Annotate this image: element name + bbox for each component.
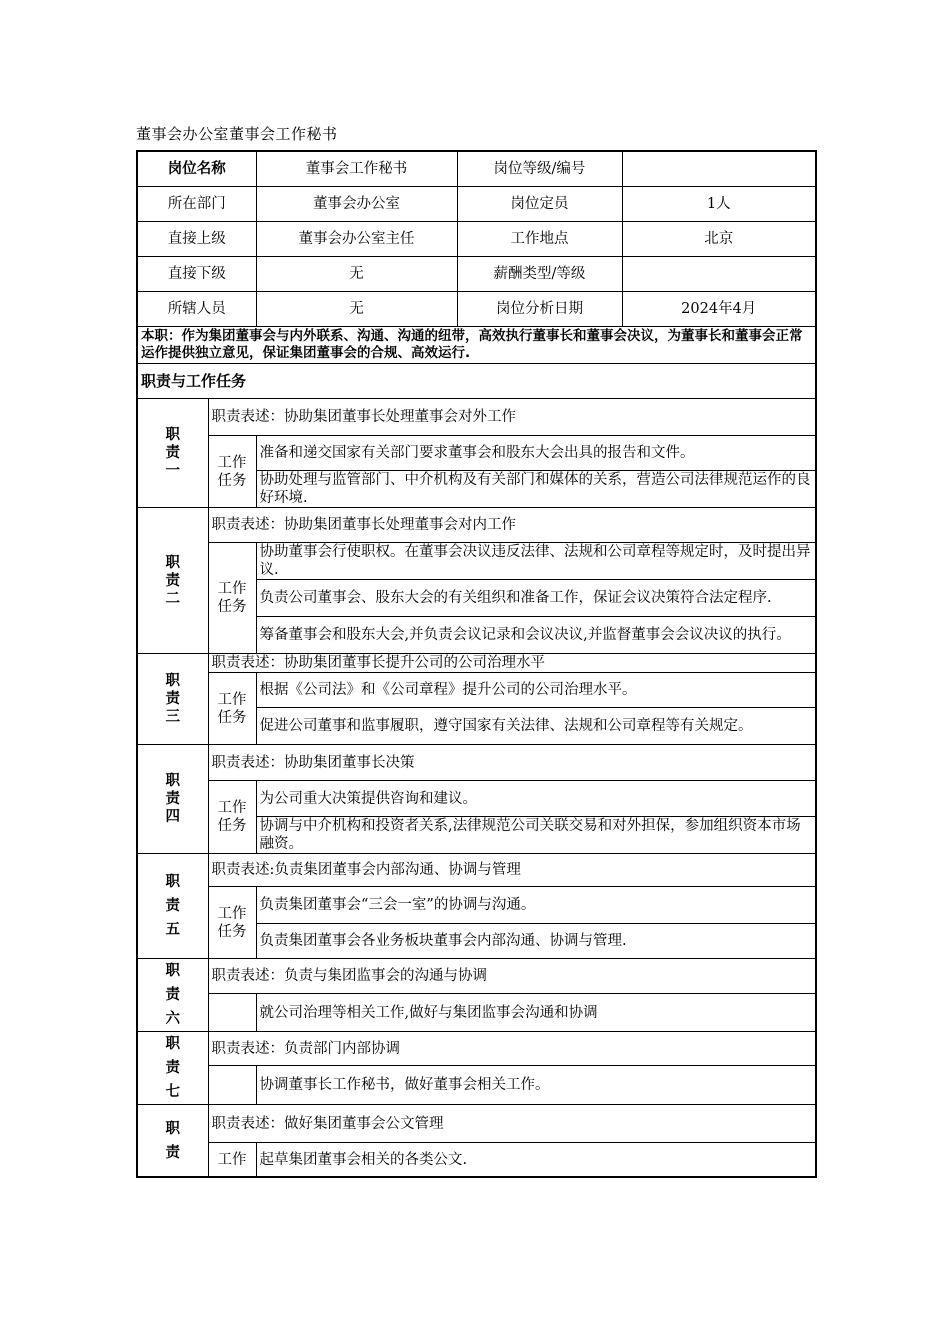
duty-label-char: 一 xyxy=(165,463,180,479)
duty-label-char: 责 xyxy=(165,445,180,461)
duty-description-row xyxy=(137,959,816,994)
info-value xyxy=(622,151,816,187)
duty-label xyxy=(137,399,208,508)
duty-label-char: 四 xyxy=(165,809,180,825)
info-label: 岗位等级/编号 xyxy=(457,151,622,187)
info-label: 所在部门 xyxy=(137,187,256,222)
task-label: 工作 xyxy=(208,1143,256,1178)
duty-description-row xyxy=(137,399,816,436)
mission-row xyxy=(137,327,816,364)
section-header-row xyxy=(137,364,816,399)
duty-task: 准备和递交国家有关部门要求董事会和股东大会出具的报告和文件。 xyxy=(256,436,816,471)
duty-description: 职责表述:负责集团董事会内部沟通、协调与管理 xyxy=(208,854,816,887)
duty-task: 负责集团董事会各业务板块董事会内部沟通、协调与管理. xyxy=(256,924,816,959)
task-label: 工作任务 xyxy=(208,436,256,508)
duty-label xyxy=(137,1105,208,1178)
duty-task: 协助处理与监管部门、中介机构及有关部门和媒体的关系，营造公司法律规范运作的良好环境. xyxy=(256,471,816,508)
section-title: 职责与工作任务 xyxy=(137,364,816,399)
duty-label-char: 职 xyxy=(165,1120,180,1137)
duty-label-char: 责 xyxy=(165,572,180,589)
duty-label-char: 责 xyxy=(165,791,180,807)
duty-task: 促进公司董事和监事履职，遵守国家有关法律、法规和公司章程等有关规定。 xyxy=(256,708,816,745)
duty-label-char: 职 xyxy=(165,673,180,689)
duty-label xyxy=(137,959,208,1032)
info-label: 薪酬类型/等级 xyxy=(457,257,622,292)
info-label: 直接上级 xyxy=(137,222,256,257)
info-label: 工作地点 xyxy=(457,222,622,257)
duty-label xyxy=(137,654,208,745)
duty-task: 根据《公司法》和《公司章程》提升公司的公司治理水平。 xyxy=(256,673,816,708)
duty-label-char: 五 xyxy=(165,922,180,938)
duty-task: 筹备董事会和股东大会,并负责会议记录和会议决议,并监督董事会会议决议的执行。 xyxy=(256,617,816,654)
info-label: 岗位定员 xyxy=(457,187,622,222)
document-title: 董事会办公室董事会工作秘书 xyxy=(136,125,338,143)
duty-label-char: 三 xyxy=(165,709,180,725)
job-description-table xyxy=(136,150,817,1178)
duty-task: 起草集团董事会相关的各类公文. xyxy=(256,1143,816,1178)
duty-label xyxy=(137,745,208,854)
duty-description: 职责表述：做好集团董事会公文管理 xyxy=(208,1105,816,1143)
info-value: 1人 xyxy=(622,187,816,222)
duty-task-row xyxy=(137,543,816,580)
info-value: 无 xyxy=(256,257,457,292)
duty-description: 职责表述：负责与集团监事会的沟通与协调 xyxy=(208,959,816,994)
duty-label-char: 七 xyxy=(165,1084,180,1100)
duty-label-char: 职 xyxy=(165,427,180,443)
task-label-empty xyxy=(208,1066,256,1105)
duty-label-char: 责 xyxy=(165,691,180,707)
duty-task-row xyxy=(137,1143,816,1178)
duty-label-char: 职 xyxy=(165,773,180,789)
duty-task: 协调董事长工作秘书，做好董事会相关工作。 xyxy=(256,1066,816,1105)
duty-description-row xyxy=(137,654,816,673)
duty-task-row xyxy=(137,1066,816,1105)
duty-label xyxy=(137,1032,208,1105)
duty-description: 职责表述：协助集团董事长提升公司的公司治理水平 xyxy=(208,654,816,673)
duty-label-char: 职 xyxy=(165,874,180,890)
info-row xyxy=(137,187,816,222)
duty-label xyxy=(137,854,208,959)
info-value: 北京 xyxy=(622,222,816,257)
task-label: 工作任务 xyxy=(208,673,256,745)
duty-label-char: 责 xyxy=(165,898,180,914)
info-label: 所辖人员 xyxy=(137,292,256,327)
duty-task: 负责集团董事会“三会一室”的协调与沟通。 xyxy=(256,887,816,924)
duty-description-row xyxy=(137,1032,816,1066)
duty-description: 职责表述：负责部门内部协调 xyxy=(208,1032,816,1066)
duty-description: 职责表述：协助集团董事长处理董事会对外工作 xyxy=(208,399,816,436)
duty-description-row xyxy=(137,854,816,887)
duty-task-row xyxy=(137,781,816,817)
info-label: 直接下级 xyxy=(137,257,256,292)
duty-task: 协助董事会行使职权。在董事会决议违反法律、法规和公司章程等规定时，及时提出异议. xyxy=(256,543,816,580)
task-label: 工作任务 xyxy=(208,781,256,854)
duty-task-row xyxy=(137,994,816,1032)
duty-label-char: 责 xyxy=(165,1144,180,1161)
info-label: 岗位分析日期 xyxy=(457,292,622,327)
info-value: 2024年4月 xyxy=(622,292,816,327)
info-row xyxy=(137,151,816,187)
info-value: 无 xyxy=(256,292,457,327)
task-label: 工作任务 xyxy=(208,887,256,959)
duty-task-row xyxy=(137,436,816,471)
duty-task: 就公司治理等相关工作,做好与集团监事会沟通和协调 xyxy=(256,994,816,1032)
info-row xyxy=(137,257,816,292)
duty-label-char: 职 xyxy=(165,554,180,571)
duty-task: 为公司重大决策提供咨询和建议。 xyxy=(256,781,816,817)
duty-label-char: 职 xyxy=(165,963,180,979)
task-label-empty xyxy=(208,994,256,1032)
info-value: 董事会办公室主任 xyxy=(256,222,457,257)
duty-task-row xyxy=(137,673,816,708)
duty-description-row xyxy=(137,1105,816,1143)
duty-task: 协调与中介机构和投资者关系,法律规范公司关联交易和对外担保，参加组织资本市场融资。 xyxy=(256,817,816,854)
duty-description-row xyxy=(137,508,816,543)
info-value xyxy=(622,257,816,292)
info-value: 董事会办公室 xyxy=(256,187,457,222)
task-label: 工作任务 xyxy=(208,543,256,654)
duty-task-row xyxy=(137,887,816,924)
duty-description: 职责表述：协助集团董事长决策 xyxy=(208,745,816,781)
duty-task: 负责公司董事会、股东大会的有关组织和准备工作，保证会议决策符合法定程序. xyxy=(256,580,816,617)
info-value: 董事会工作秘书 xyxy=(256,151,457,187)
mission-statement: 本职：作为集团董事会与内外联系、沟通、沟通的纽带，高效执行董事长和董事会决议，为董事长和董事会正常运作提供独立意见，保证集团董事会的合规、高效运行. xyxy=(137,327,816,364)
duty-label-char: 职 xyxy=(165,1036,180,1052)
info-row xyxy=(137,222,816,257)
duty-label-char: 二 xyxy=(165,590,180,607)
duty-description-row xyxy=(137,745,816,781)
info-row xyxy=(137,292,816,327)
duty-label-char: 六 xyxy=(165,1011,180,1027)
info-label: 岗位名称 xyxy=(137,151,256,187)
duty-description: 职责表述：协助集团董事长处理董事会对内工作 xyxy=(208,508,816,543)
duty-label-char: 责 xyxy=(165,1060,180,1076)
duty-label-char: 责 xyxy=(165,987,180,1003)
duty-label xyxy=(137,508,208,654)
